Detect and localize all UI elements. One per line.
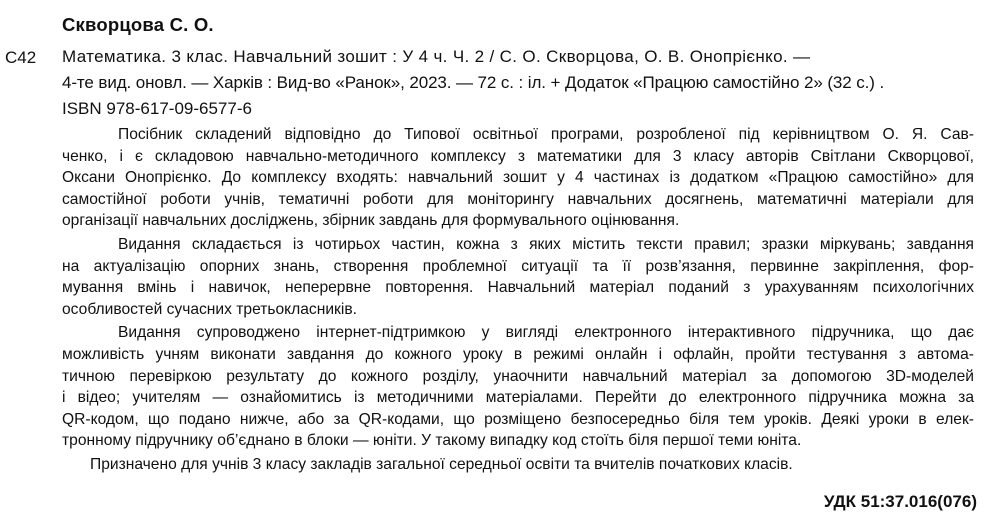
paragraph-line: самостійної роботи учнів, тематичні роботи для моніторингу навчальних досягнень, математичні матеріали для [62,190,974,208]
paragraph-2 [62,234,974,320]
paragraph-line: можливість учням виконати завдання до кожного уроку в режимі онлайн і офлайн, пройти тестування з автома- [62,345,974,363]
paragraph-3 [62,322,974,452]
paragraph-4 [62,454,974,476]
paragraph-line: тронному підручнику об’єднано в блоки — юніти. У такому випадку код стоїть біля першої теми юніта. [62,432,802,450]
author-name: Скворцова С. О. [62,14,214,35]
paragraph-line: на актуалізацію опорних знань, створення проблемної ситуації та її розв’язання, первинне закріплення, фор- [62,257,974,275]
paragraph-line: Оксани Онопрієнко. До комплексу входять: навчальний зошит у 4 частинах із додатком «Працюю самостійно» для [62,169,974,187]
paragraph-line: Видання складається із чотирьох частин, кожна з яких містить тексти правил; зразки міркувань; завдання [118,235,974,253]
paragraph-line: особливостей сучасних третьокласників. [62,300,357,318]
paragraph-line: ченко, і є складовою навчально-методичного комплексу з математики для 3 класу авторів Світлани Скворцової, [62,147,974,165]
paragraph-line: Призначено для учнів 3 класу закладів загальної середньої освіти та вчителів початкових класів. [90,455,793,473]
paragraph-line: QR-кодом, що подано нижче, або за QR-кодами, що розміщено безпосередньо біля тем уроків. Деякі уроки в елек- [62,410,974,428]
paragraph-line: тичною перевіркою результату до кожного розділу, унаочнити навчальний матеріал за допомогою 3D-моделей [62,367,974,385]
author-code: С42 [5,48,37,67]
paragraph-line: мування вмінь і навичок, неперервне повторення. Навчальний матеріал поданий з урахуванням психологічних [62,279,974,297]
annotation [62,124,974,478]
paragraph-1 [62,124,974,232]
paragraph-line: організації навчальних досліджень, збірник завдань для формувального оцінювання. [62,212,680,230]
paragraph-line: Видання супроводжено інтернет-підтримкою у вигляді електронного інтерактивного підручника, що дає [118,324,974,342]
paragraph-line: і відео; учителям — ознайомитись із методичними матеріалами. Перейти до електронного підручника можна за [62,389,974,407]
biblio-line-2: 4-те вид. оновл. — Харків : Вид-во «Ранок», 2023. — 72 с. : іл. + Додаток «Працюю самостійно 2» (32 с.) . [62,73,885,92]
paragraph-line: Посібник складений відповідно до Типової освітньої програми, розробленої під керівництвом О. Я. Сав- [118,126,974,143]
bibliographic-record [62,44,987,122]
udk-code: УДК 51:37.016(076) [823,492,977,511]
biblio-line-1: Математика. 3 клас. Навчальний зошит : У 4 ч. Ч. 2 / С. О. Скворцова, О. В. Онопрієнко. — [62,47,811,66]
isbn: ISBN 978-617-09-6577-6 [62,99,252,118]
